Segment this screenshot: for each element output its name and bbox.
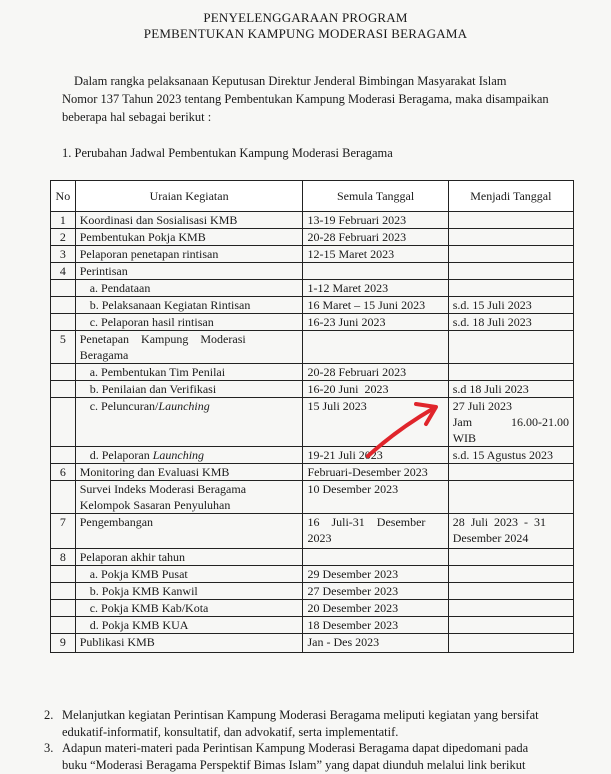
table-row	[51, 229, 574, 246]
cell-no	[51, 583, 76, 600]
list-text-line: buku “Moderasi Beragama Perspektif Bimas Islam” yang dapat diunduh melalui link berikut	[62, 758, 526, 772]
cell-semula: 27 Desember 2023	[303, 583, 448, 600]
cell-semula: 10 Desember 2023	[303, 481, 448, 514]
cell-menjadi: s.d. 18 Juli 2023	[448, 314, 573, 331]
cell-menjadi	[448, 280, 573, 297]
table-row	[51, 514, 574, 549]
cell-uraian-prefix: c. Peluncuran/	[89, 399, 159, 413]
cell-menjadi	[448, 549, 573, 566]
cell-no	[51, 447, 76, 464]
cell-semula: 12-15 Maret 2023	[303, 246, 448, 263]
cell-menjadi	[448, 212, 573, 229]
cell-uraian: b. Pokja KMB Kanwil	[75, 583, 303, 600]
table-row	[51, 447, 574, 464]
list-item	[44, 740, 564, 774]
list-number: 3.	[44, 741, 54, 755]
table-row	[51, 481, 574, 514]
table-row	[51, 634, 574, 653]
cell-semula	[303, 549, 448, 566]
cell-menjadi	[448, 464, 573, 481]
cell-semula: Februari-Desember 2023	[303, 464, 448, 481]
list-text-line: Melanjutkan kegiatan Perintisan Kampung Moderasi Beragama meliputi kegiatan yang bersifat	[62, 708, 539, 722]
cell-semula: 18 Desember 2023	[303, 617, 448, 634]
doc-title-line1: PENYELENGGARAAN PROGRAM	[203, 10, 408, 25]
intro-line: Dalam rangka pelaksanaan Keputusan Direktur Jenderal Bimbingan Masyarakat Islam	[74, 74, 507, 88]
cell-uraian: Koordinasi dan Sosialisasi KMB	[75, 212, 303, 229]
cell-no	[51, 481, 76, 514]
cell-semula	[303, 263, 448, 280]
cell-no	[51, 617, 76, 634]
list-text-line: Adapun materi-materi pada Perintisan Kampung Moderasi Beragama dapat dipedomani pada	[62, 741, 529, 755]
cell-no	[51, 600, 76, 617]
schedule-table	[50, 180, 574, 653]
table-row	[51, 280, 574, 297]
cell-semula: 19-21 Juli 2023	[303, 447, 448, 464]
cell-menjadi	[448, 634, 573, 653]
cell-semula: 20 Desember 2023	[303, 600, 448, 617]
cell-uraian: b. Pelaksanaan Kegiatan Rintisan	[75, 297, 303, 314]
table-row	[51, 398, 574, 447]
cell-no: 2	[51, 229, 76, 246]
cell-semula-line: 16 Juli-31 Desember	[307, 515, 426, 529]
table-row	[51, 246, 574, 263]
table-row	[51, 364, 574, 381]
cell-menjadi-line: Desember 2024	[452, 531, 529, 545]
table-row	[51, 381, 574, 398]
cell-menjadi: s.d. 15 Agustus 2023	[448, 447, 573, 464]
table-row	[51, 263, 574, 280]
cell-no	[51, 566, 76, 583]
cell-menjadi	[448, 481, 573, 514]
cell-no: 7	[51, 514, 76, 549]
header-no: No	[51, 181, 76, 212]
cell-menjadi	[448, 583, 573, 600]
cell-uraian-line: Beragama	[79, 348, 129, 362]
cell-menjadi	[448, 331, 573, 364]
cell-no: 5	[51, 331, 76, 364]
cell-uraian: a. Pembentukan Tim Penilai	[75, 364, 303, 381]
cell-no: 9	[51, 634, 76, 653]
cell-menjadi-jam: Jam	[452, 415, 473, 429]
cell-uraian: Pembentukan Pokja KMB	[75, 229, 303, 246]
cell-uraian: Pengembangan	[75, 514, 303, 549]
list-number: 2.	[44, 708, 54, 722]
cell-uraian: a. Pendataan	[75, 280, 303, 297]
cell-no	[51, 398, 76, 447]
intro-line: beberapa hal sebagai berikut :	[62, 110, 212, 124]
list-text-line: edukatif-informatif, konsultatif, dan advokatif, serta implementatif.	[62, 725, 399, 739]
cell-menjadi	[448, 514, 573, 549]
cell-semula: 16 Maret – 15 Juni 2023	[303, 297, 448, 314]
table-row	[51, 297, 574, 314]
table-row	[51, 212, 574, 229]
cell-uraian: Perintisan	[75, 263, 303, 280]
cell-menjadi	[448, 246, 573, 263]
table-row	[51, 600, 574, 617]
cell-uraian: a. Pokja KMB Pusat	[75, 566, 303, 583]
cell-no: 6	[51, 464, 76, 481]
cell-no	[51, 314, 76, 331]
cell-menjadi-line: WIB	[452, 431, 477, 445]
cell-no: 8	[51, 549, 76, 566]
cell-menjadi: s.d 18 Juli 2023	[448, 381, 573, 398]
cell-menjadi	[448, 263, 573, 280]
intro-line: Nomor 137 Tahun 2023 tentang Pembentukan Kampung Moderasi Beragama, maka disampaikan	[62, 92, 549, 106]
cell-semula: 1-12 Maret 2023	[303, 280, 448, 297]
cell-uraian	[75, 331, 303, 364]
cell-menjadi-line: 28 Juli 2023 - 31	[452, 515, 547, 529]
table-row	[51, 566, 574, 583]
intro-paragraph	[62, 72, 562, 126]
cell-menjadi	[448, 398, 573, 447]
section-heading: 1. Perubahan Jadwal Pembentukan Kampung Moderasi Beragama	[62, 146, 393, 160]
cell-semula: Jan - Des 2023	[303, 634, 448, 653]
cell-no	[51, 297, 76, 314]
cell-uraian-prefix: d. Pelaporan	[89, 448, 153, 462]
cell-semula: 20-28 Februari 2023	[303, 229, 448, 246]
cell-uraian: Pelaporan akhir tahun	[75, 549, 303, 566]
cell-menjadi: s.d. 15 Juli 2023	[448, 297, 573, 314]
cell-no	[51, 364, 76, 381]
cell-uraian-line: Survei Indeks Moderasi Beragama	[79, 482, 247, 496]
table-row	[51, 314, 574, 331]
cell-uraian	[75, 481, 303, 514]
cell-menjadi-line	[453, 414, 569, 430]
cell-semula	[303, 514, 448, 549]
cell-semula: 16-23 Juni 2023	[303, 314, 448, 331]
table-row	[51, 464, 574, 481]
header-semula: Semula Tanggal	[303, 181, 448, 212]
table-row	[51, 617, 574, 634]
cell-uraian-italic: Launching	[152, 448, 205, 462]
cell-uraian	[75, 447, 303, 464]
cell-menjadi	[448, 364, 573, 381]
cell-menjadi	[448, 600, 573, 617]
cell-no	[51, 381, 76, 398]
cell-uraian-line: Penetapan Kampung Moderasi	[79, 332, 246, 346]
header-menjadi: Menjadi Tanggal	[448, 181, 573, 212]
cell-uraian-italic: Launching	[158, 399, 210, 413]
cell-menjadi	[448, 617, 573, 634]
cell-semula: 15 Juli 2023	[303, 398, 448, 447]
cell-uraian: Pelaporan penetapan rintisan	[75, 246, 303, 263]
cell-semula: 16-20 Juni 2023	[303, 381, 448, 398]
cell-semula	[303, 331, 448, 364]
cell-uraian: c. Pokja KMB Kab/Kota	[75, 600, 303, 617]
cell-menjadi-hours: 16.00-21.00	[511, 415, 569, 429]
cell-semula: 13-19 Februari 2023	[303, 212, 448, 229]
cell-uraian: Publikasi KMB	[75, 634, 303, 653]
table-row	[51, 583, 574, 600]
cell-no: 4	[51, 263, 76, 280]
cell-semula: 20-28 Februari 2023	[303, 364, 448, 381]
cell-menjadi-line: 27 Juli 2023	[452, 399, 513, 413]
list-item	[44, 707, 564, 741]
table-row	[51, 549, 574, 566]
cell-no: 3	[51, 246, 76, 263]
cell-no	[51, 280, 76, 297]
cell-uraian: b. Penilaian dan Verifikasi	[75, 381, 303, 398]
cell-menjadi	[448, 566, 573, 583]
cell-no: 1	[51, 212, 76, 229]
cell-uraian: d. Pokja KMB KUA	[75, 617, 303, 634]
cell-semula: 29 Desember 2023	[303, 566, 448, 583]
doc-title-line2: PEMBENTUKAN KAMPUNG MODERASI BERAGAMA	[143, 26, 468, 41]
table-header-row	[51, 181, 574, 212]
table-row	[51, 331, 574, 364]
header-uraian: Uraian Kegiatan	[75, 181, 303, 212]
cell-uraian: c. Pelaporan hasil rintisan	[75, 314, 303, 331]
cell-uraian: Monitoring dan Evaluasi KMB	[75, 464, 303, 481]
cell-semula-line: 2023	[307, 531, 332, 545]
cell-uraian-line: Kelompok Sasaran Penyuluhan	[79, 498, 231, 512]
cell-menjadi	[448, 229, 573, 246]
cell-uraian	[75, 398, 303, 447]
